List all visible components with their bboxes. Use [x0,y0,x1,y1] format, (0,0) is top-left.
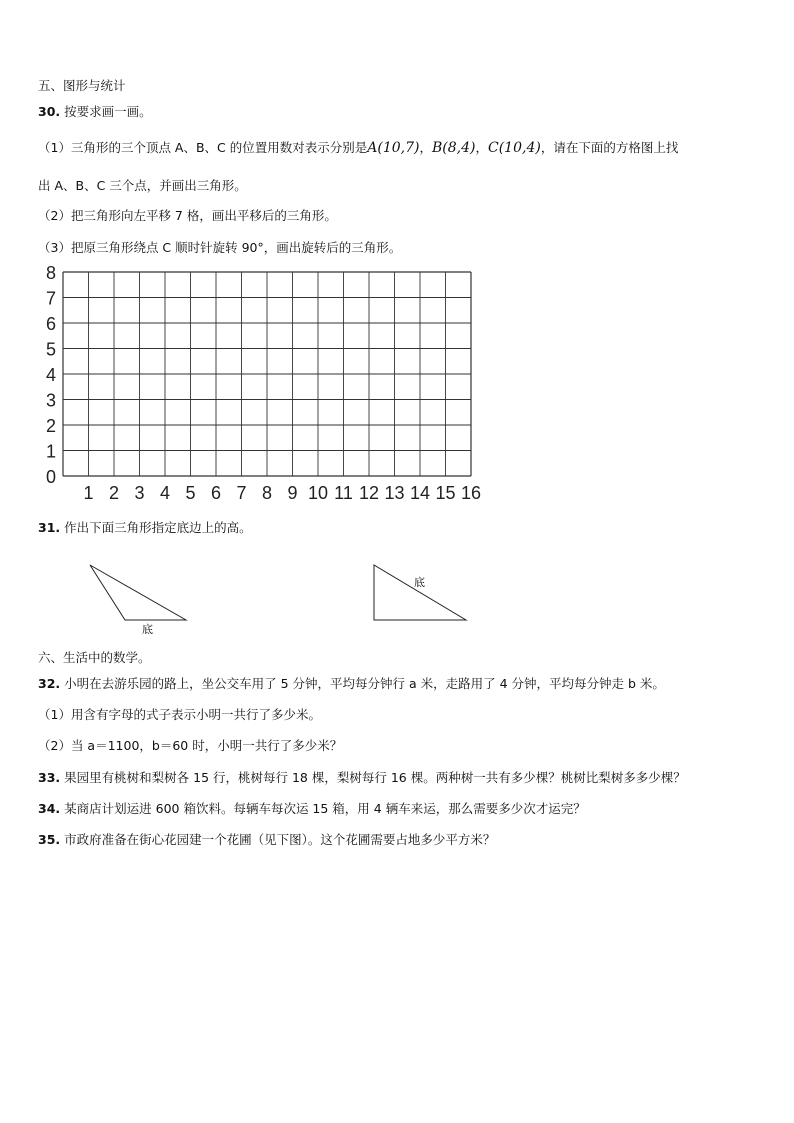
point-b-coordinate: B(8,4) [432,140,476,156]
question-text: 市政府准备在街心花园建一个花圃（见下图）。这个花圃需要占地多少平方米？ [64,832,496,847]
question-30-part-2: （2）把三角形向左平移 7 格，画出平移后的三角形。 [38,208,337,223]
question-text: 小明在去游乐园的路上，坐公交车用了 5 分钟，平均每分钟行 a 米，走路用了 4 分钟，平均每分钟走 b 米。 [64,676,665,691]
section-6-title: 六、生活中的数学。 [38,650,151,665]
x-tick-label: 11 [334,483,353,503]
y-tick-label: 2 [45,416,56,436]
x-tick-label: 8 [261,483,273,503]
question-30-part-1 [38,140,678,156]
x-tick-label: 15 [435,483,456,503]
x-tick-label: 2 [108,483,120,503]
question-32-part-2: （2）当 a＝1100，b＝60 时，小明一共行了多少米？ [38,738,343,753]
y-tick-label: 8 [45,263,56,283]
question-text: 作出下面三角形指定底边上的高。 [64,520,252,535]
question-31 [38,520,252,536]
question-number: 35. [38,832,61,847]
right-triangle [368,560,478,626]
part-1-text-end: ，请在下面的方格图上找 [540,140,679,155]
question-text: 某商店计划运进 600 箱饮料。每辆车每次运 15 箱，用 4 辆车来运，那么需要多少次才运完？ [64,801,586,816]
question-number: 34. [38,801,61,816]
x-tick-label: 1 [83,483,94,503]
x-axis-labels [83,483,481,503]
x-tick-label: 9 [287,483,298,503]
y-tick-label: 5 [45,339,56,360]
x-tick-label: 10 [307,483,329,503]
base-label: 底 [414,577,425,589]
x-tick-label: 3 [134,483,145,503]
triangle-shape [374,565,466,620]
obtuse-triangle [80,558,200,640]
question-number: 33. [38,770,61,785]
x-tick-label: 6 [210,483,222,503]
y-tick-label: 3 [45,390,56,411]
question-number: 32. [38,676,61,691]
question-30-part-3: （3）把原三角形绕点 C 顺时针旋转 90°，画出旋转后的三角形。 [38,240,402,255]
question-number: 31. [38,520,61,535]
question-35 [38,832,495,848]
question-30-part-1-continued: 出 A、B、C 三个点，并画出三角形。 [38,178,247,193]
question-33 [38,770,686,786]
x-tick-label: 5 [185,483,196,503]
question-32-part-1: （1）用含有字母的式子表示小明一共行了多少米。 [38,707,321,722]
y-tick-label: 0 [45,467,56,487]
question-text: 果园里有桃树和梨树各 15 行，桃树每行 18 棵，梨树每行 16 棵。两种树一共有多少棵？桃树比梨树多多少棵？ [64,770,686,785]
question-30 [38,104,152,120]
question-number: 30. [38,104,61,119]
question-32 [38,676,665,692]
point-c-coordinate: C(10,4) [488,140,541,156]
section-5-title: 五、图形与统计 [38,78,126,93]
separator: ， [419,140,432,155]
x-tick-label: 16 [460,483,482,503]
y-tick-label: 7 [45,288,56,309]
question-34 [38,801,586,817]
y-tick-label: 1 [45,441,56,462]
grid-lines [63,272,471,476]
base-label: 底 [142,624,153,636]
question-text: 按要求画一画。 [64,104,152,119]
x-tick-label: 14 [409,483,431,503]
x-tick-label: 7 [236,483,247,503]
y-tick-label: 6 [45,314,56,334]
triangle-shape [90,565,186,620]
coordinate-grid [38,263,488,508]
y-axis-labels [46,263,56,487]
y-tick-label: 4 [45,365,56,385]
point-a-coordinate: A(10,7) [367,140,420,156]
x-tick-label: 13 [384,483,405,503]
x-tick-label: 4 [159,483,171,503]
x-tick-label: 12 [358,483,380,503]
separator: ， [475,140,488,155]
part-1-text: （1）三角形的三个顶点 A、B、C 的位置用数对表示分别是 [38,140,368,155]
